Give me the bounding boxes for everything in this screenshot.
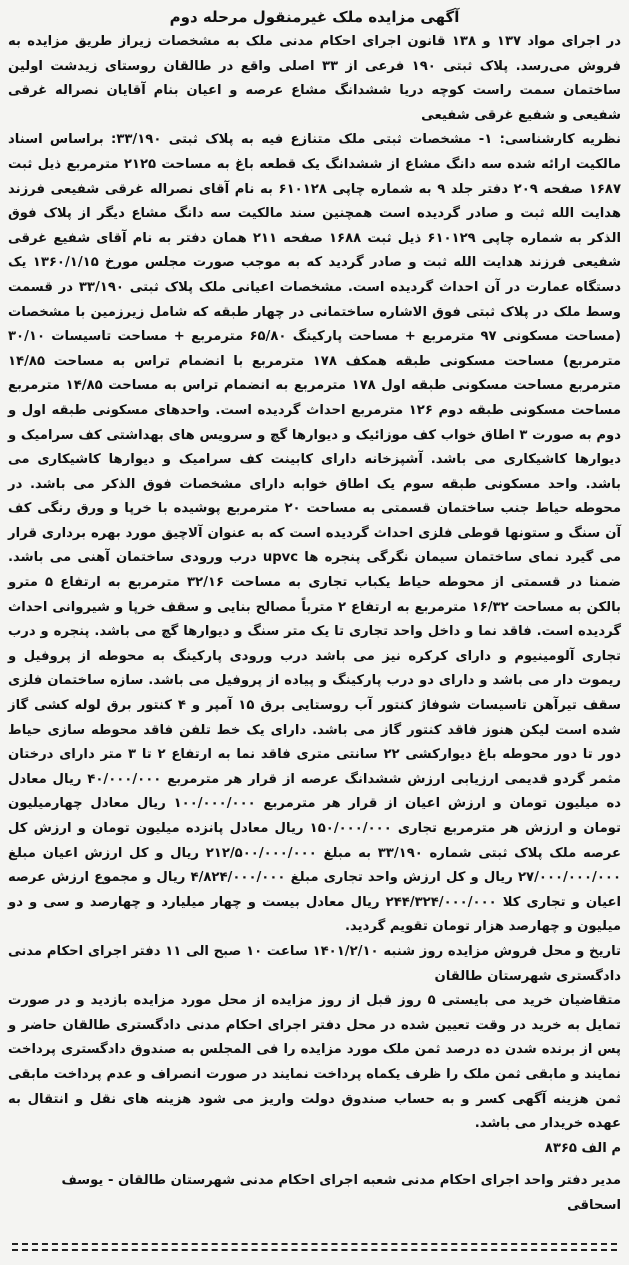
reference-number: م الف ۸۳۶۵ xyxy=(544,1140,621,1156)
expert-opinion-paragraph: نظریه کارشناسی: ۱- مشخصات ثبتی ملک متنازع فیه به پلاک ثبتی ۳۳/۱۹۰: براساس اسناد مالکیت ارائه شده سه دانگ مشاع از ششدانگ یک قطعه باغ به مساحت ۲۱۲۵ مترمربع ذیل ثبت ۱۶۸۷ صفحه ۲۰۹ دفتر جلد ۹ به شماره چاپی ۶۱۰۱۲۸ به نام آقای نصراله غرقی شفیعی فرزند هدایت الله ثبت و صادر گردیده است همچنین سند مالکیت سه دانگ مشاع دیگر از پلاک فوق الذکر به شماره چاپی ۶۱۰۱۲۹ ذیل ثبت ۱۶۸۸ صفحه ۲۱۱ همان دفتر به نام آقای شفیع غرقی شفیعی فرزند هدایت الله ثبت و صادر گردید که به موجب صورت مجلس مورخ ۱۳۶۰/۱/۱۵ یک دستگاه عمارت در آن احداث گردیده است. مشخصات اعیانی ملک پلاک ثبتی ۳۳/۱۹۰ در قسمت وسط ملک در پلاک ثبتی فوق الاشاره ساختمانی در چهار طبقه که شامل زیرزمین با مشخصات (مساحت مسکونی ۹۷ مترمربع + مساحت پارکینگ ۶۵/۸۰ مترمربع + مساحت تاسیسات ۳۰/۱۰ مترمربع) مساحت مسکونی طبقه همکف ۱۷۸ مترمربع با انضمام تراس به مساحت ۱۴/۸۵ مترمربع مساحت مسکونی طبقه اول ۱۷۸ مترمربع به انضمام تراس به مساحت ۱۴/۸۵ مترمربع مساحت مسکونی طبقه دوم ۱۲۶ مترمربع احداث گردیده است. واحدهای مسکونی طبقه اول و دوم به صورت ۳ اطاق خواب کف موزائیک و دیوارها گچ و سرویس های بهداشتی کف سرامیک و دیوارها کاشیکاری می باشد. آشپزخانه دارای کابینت کف سرامیک و دیوارها کاشیکاری می باشد. واحد مسکونی طبقه سوم یک اطاق خوابه دارای مشخصات فوق الذکر می باشد. در محوطه حیاط جنب ساختمان قسمتی به مساحت ۲۰ مترمربع پوشیده با خرپا و ورق رنگی کف آن سنگ و ستونها قوطی فلزی احداث گردیده است که به عنوان آلاچیق مورد بهره برداری قرار می گیرد نمای ساختمان سیمان نگرگی پنجره ها upvc درب ورودی ساختمان آهنی می باشد. ضمنا در قسمتی از محوطه حیاط یکباب تجاری به مساحت ۳۲/۱۶ مترمربع به ارتفاع ۵ مترو بالکن به مساحت ۱۶/۳۲ مترمربع به ارتفاع ۲ مترباً مصالح بنایی و سقف خرپا و شیروانی احداث گردیده است. فاقد نما و داخل واحد تجاری تا یک متر سنگ و دیوارها گچ می باشد. پنجره و درب تجاری آلومینیوم و دارای کرکره نیز می باشد درب ورودی پارکینگ به محوطه از پروفیل و ریموت دار می باشد و دارای دو درب پارکینگ و پیاده از پروفیل می باشد. سازه ساختمان فلزی سقف تیرآهن تاسیسات شوفاژ کنتور آب روستایی برق ۱۵ آمپر و ۴ کنتور برق لوله کشی گاز شده است لیکن هنوز فاقد کنتور گاز می باشد. دارای یک خط تلفن فاقد محوطه سازی حیاط دور تا دور محوطه باغ دیوارکشی ۲۲ سانتی متری فاقد نما به ارتفاع ۲ تا ۳ متر دارای درختان مثمر گردو قدیمی ارزیابی ارزش ششدانگ عرصه از قرار هر مترمربع ۴۰/۰۰۰/۰۰۰ ریال معادل ده میلیون تومان و ارزش اعیان از قرار هر مترمربع ۱۰۰/۰۰۰/۰۰۰ ریال معادل چهارمیلیون تومان و ارزش هر مترمربع تجاری ۱۵۰/۰۰۰/۰۰۰ ریال معادل پانزده میلیون تومان و ارزش کل عرصه ملک پلاک ثبتی شماره ۳۳/۱۹۰ به مبلغ ۲۱۲/۵۰۰/۰۰۰/۰۰۰ ریال و کل ارزش اعیان مبلغ ۲۷/۰۰۰/۰۰۰/۰۰۰ ریال و کل ارزش واحد تجاری مبلغ ۴/۸۲۴/۰۰۰/۰۰۰ ریال و مجموع ارزش عرصه اعیان و تجاری کلا ۲۴۴/۳۲۴/۰۰۰/۰۰۰ ریال معادل بیست و چهار میلیارد و چهارصد و سی و دو میلیون و چهارصد هزار تومان تقویم گردید. xyxy=(8,132,622,935)
notice-intro-paragraph: در اجرای مواد ۱۳۷ و ۱۳۸ قانون اجرای احکام مدنی ملک به مشخصات زیراز طریق مزایده به فروش می‌رسد. پلاک ثبتی ۱۹۰ فرعی از ۳۳ اصلی واقع در طالقان روستای زیدشت اولین ساختمان سمت راست کوچه دریا ششدانگ مشاع عرصه و اعیان بنام آقایان نصراله غرقی شفیعی و شفیع غرقی شفیعی xyxy=(8,34,622,123)
auction-date-paragraph: تاریخ و محل فروش مزایده روز شنبه ۱۴۰۱/۲/۱۰ ساعت ۱۰ صبح الی ۱۱ دفتر اجرای احکام مدنی دادگستری شهرستان طالقان xyxy=(8,943,622,984)
buyer-conditions-paragraph: متقاضیان خرید می بایستی ۵ روز قبل از روز مزایده از محل مورد مزایده بازدید و در صورت تمایل به خرید در وقت تعیین شده در محل دفتر اجرای احکام مدنی دادگستری طالقان حاضر و پس از برنده شدن ده درصد ثمن ملک مورد مزایده را فی المجلس به صندوق دادگستری پرداخت نمایند و مابقی ثمن ملک را ظرف یکماه پرداخت نمایند در صورت انصراف و عدم پرداخت مابقی ثمن هزینه آگهی کسر و به حساب صندوق دولت واریز می شود هزینه های نقل و انتقال به عهده خریدار می باشد. xyxy=(8,993,621,1132)
notice-title: آگهی مزایده ملک غیرمنقول مرحله دوم xyxy=(169,8,460,26)
signature-line: مدیر دفتر واحد اجرای احکام مدنی شعبه اجرای احکام مدنی شهرستان طالقان - یوسف اسحاقی xyxy=(61,1173,621,1213)
dashed-divider xyxy=(12,1243,617,1251)
